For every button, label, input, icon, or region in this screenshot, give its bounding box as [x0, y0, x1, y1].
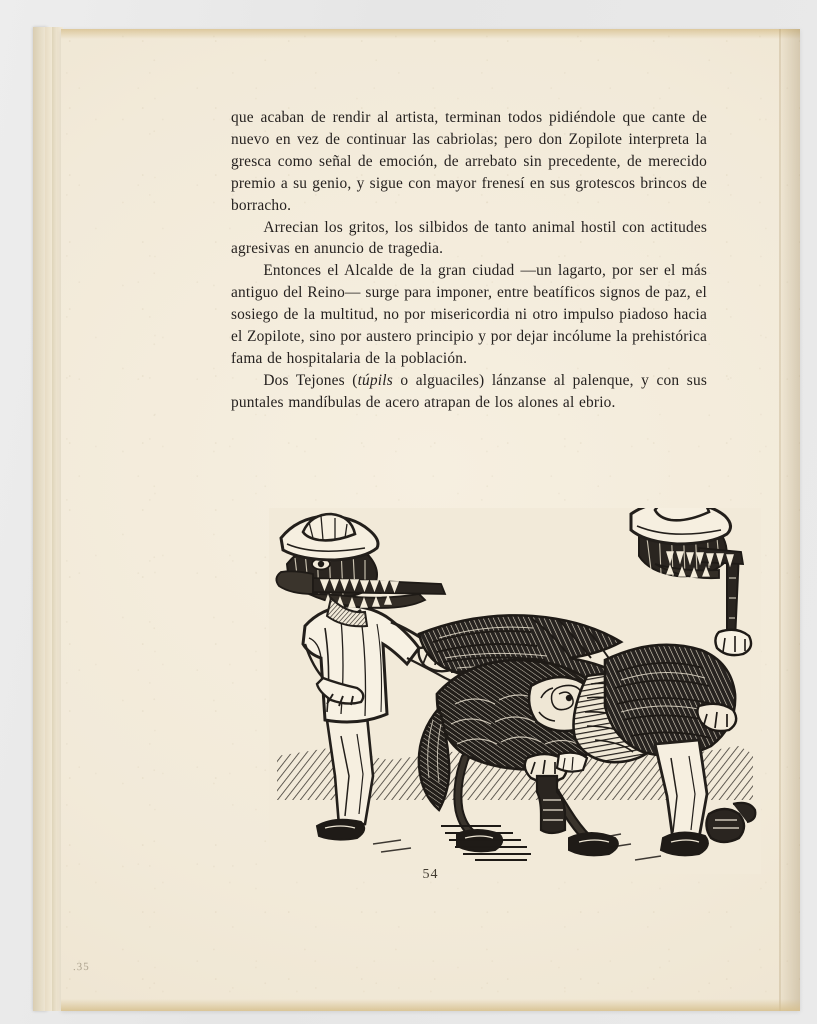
woodcut-svg	[269, 508, 761, 874]
book-object	[33, 27, 800, 1011]
pencil-marginalia: .35	[72, 960, 90, 974]
italic-term: túpils	[357, 371, 393, 389]
paragraph: Arrecian los gritos, los silbidos de tanto animal hostil con actitudes agresivas en anuncio de tragedia.	[231, 218, 707, 258]
paragraph: que acaban de rendir al artista, terminan todos pidiéndole que cante de nuevo en vez de continuar las cabriolas; pero don Zopilote interpreta la gresca como señal de emoción, de arrebato sin precedente, de merecido premio a su genio, y sigue con mayor frenesí en sus grotescos brincos de borracho.	[231, 109, 707, 214]
body-text-block	[231, 107, 707, 414]
paragraph: Entonces el Alcalde de la gran ciudad —un lagarto, por ser el más antiguo del Reino— surge para imponer, entre beatíficos signos de paz, el sosiego de la multitud, no por misericordia ni otro impulso piadoso hacia el Zopilote, sino por austero principio y por dejar incólume la prehistórica fama de hospitalaria de la población.	[231, 262, 707, 367]
woodcut-illustration	[269, 508, 761, 874]
page-number: 54	[422, 867, 439, 882]
gutter-shadow	[781, 29, 800, 1011]
paragraph-lead: Dos Tejones (	[263, 371, 358, 389]
page-surface	[61, 29, 800, 1011]
paragraph	[231, 370, 707, 414]
paragraph-tail: o alguaciles) lánzanse al palenque, y con sus puntales mandíbulas de acero atrapan de los alones al ebrio.	[231, 371, 708, 411]
